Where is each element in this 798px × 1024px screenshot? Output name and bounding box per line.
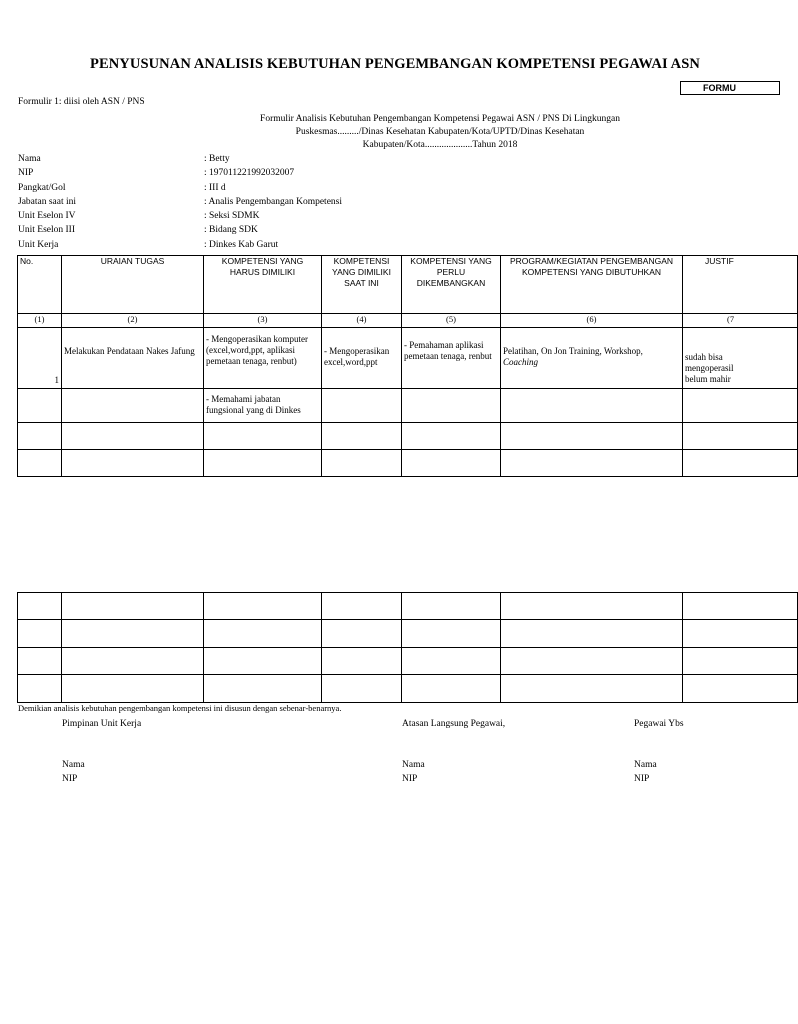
subtitle-line-2: Puskesmas........./Dinas Kesehatan Kabupaten/Kota/UPTD/Dinas Kesehatan — [295, 127, 585, 137]
signer-nip-pegawai: NIP — [634, 774, 650, 784]
empty-cell — [62, 593, 204, 620]
info-value: : 197011221992032007 — [204, 168, 295, 179]
info-label: Unit Kerja — [18, 239, 59, 250]
signer-role-pegawai: Pegawai Ybs — [634, 719, 684, 729]
empty-cell — [18, 389, 62, 423]
info-value: : Betty — [204, 154, 230, 164]
subtitle-line-3: Kabupaten/Kota....................Tahun 2018 — [362, 140, 518, 150]
signer-nip-pimpinan: NIP — [62, 774, 78, 784]
empty-cell — [62, 675, 204, 703]
empty-cell — [62, 620, 204, 648]
form-code-box: FORMU — [680, 81, 780, 95]
empty-cell — [322, 593, 402, 620]
empty-cell — [322, 389, 402, 423]
empty-cell — [204, 648, 322, 675]
empty-cell — [683, 620, 798, 648]
table-header-row — [18, 256, 798, 314]
header-kompetensi-perlu: KOMPETENSI YANG PERLU DIKEMBANGKAN — [402, 256, 501, 314]
info-label: Unit Eselon IV — [18, 211, 76, 222]
col-number: (7 — [683, 314, 798, 328]
empty-cell — [62, 389, 204, 423]
empty-cell — [683, 675, 798, 703]
cell-kompetensi-perlu: - Pemahaman aplikasi pemetaan tenaga, renbut — [402, 328, 501, 389]
header-kompetensi-dimiliki: KOMPETENSI YANG DIMILIKI SAAT INI — [322, 256, 402, 314]
signer-nip-atasan: NIP — [402, 774, 418, 784]
header-uraian-tugas: URAIAN TUGAS — [62, 256, 204, 314]
empty-cell — [204, 423, 322, 450]
empty-cell — [62, 450, 204, 477]
cell-kompetensi-harus: - Mengoperasikan komputer (excel,word,ppt, aplikasi pemetaan tenaga, renbut) — [204, 328, 322, 389]
info-value: : Bidang SDK — [204, 225, 258, 236]
empty-cell — [402, 648, 501, 675]
signer-nama-pimpinan: Nama — [62, 760, 85, 770]
empty-cell — [501, 450, 683, 477]
empty-cell — [322, 450, 402, 477]
info-value: : III d — [204, 182, 226, 193]
empty-cell — [62, 648, 204, 675]
justifikasi-text: sudah bisa mengoperasil belum mahir — [685, 352, 734, 384]
blank-table — [17, 592, 798, 703]
program-text: Pelatihan, On Jon Training, Workshop, — [503, 346, 643, 356]
col-number: (5) — [402, 314, 501, 328]
signer-role-atasan: Atasan Langsung Pegawai, — [402, 719, 506, 729]
closing-statement: Demikian analisis kebutuhan pengembangan kompetensi ini disusun dengan sebenar-benarnya. — [18, 703, 342, 713]
empty-cell — [501, 648, 683, 675]
empty-cell — [204, 593, 322, 620]
info-value: : Dinkes Kab Garut — [204, 239, 279, 250]
col-number: (2) — [62, 314, 204, 328]
table-row — [18, 593, 798, 620]
info-label: Pangkat/Gol — [18, 182, 66, 193]
empty-cell — [683, 389, 798, 423]
col-number: (3) — [204, 314, 322, 328]
empty-cell — [402, 423, 501, 450]
empty-cell — [322, 620, 402, 648]
col-number: (1) — [18, 314, 62, 328]
empty-cell — [402, 620, 501, 648]
empty-cell — [322, 675, 402, 703]
empty-cell — [18, 648, 62, 675]
empty-cell — [683, 450, 798, 477]
empty-cell — [683, 648, 798, 675]
empty-cell — [501, 675, 683, 703]
empty-cell — [322, 648, 402, 675]
signer-nama-pegawai: Nama — [634, 760, 657, 770]
empty-cell — [683, 423, 798, 450]
competency-table — [17, 255, 798, 477]
empty-cell — [18, 593, 62, 620]
empty-cell — [402, 389, 501, 423]
empty-cell — [204, 450, 322, 477]
cell-kompetensi-harus: - Memahami jabatan fungsional yang di Dinkes — [204, 389, 322, 423]
info-value: : Analis Pengembangan Kompetensi — [204, 196, 342, 207]
table-row — [18, 450, 798, 477]
empty-cell — [18, 423, 62, 450]
col-number: (6) — [501, 314, 683, 328]
table-row — [18, 389, 798, 423]
empty-cell — [204, 620, 322, 648]
table-row — [18, 328, 798, 389]
header-program: PROGRAM/KEGIATAN PENGEMBANGAN KOMPETENSI YANG DIBUTUHKAN — [501, 256, 683, 314]
table-row — [18, 648, 798, 675]
cell-kompetensi-dimiliki: - Mengoperasikan excel,word,ppt — [322, 328, 402, 389]
row-number: 1 — [18, 328, 62, 389]
empty-cell — [18, 620, 62, 648]
info-label: NIP — [18, 168, 34, 179]
signer-role-pimpinan: Pimpinan Unit Kerja — [62, 719, 142, 729]
cell-program — [501, 328, 683, 389]
empty-cell — [322, 423, 402, 450]
header-kompetensi-harus: KOMPETENSI YANG HARUS DIMILIKI — [204, 256, 322, 314]
empty-cell — [18, 675, 62, 703]
subtitle-line-1: Formulir Analisis Kebutuhan Pengembangan Kompetensi Pegawai ASN / PNS Di Lingkungan — [260, 114, 620, 124]
empty-cell — [402, 593, 501, 620]
empty-cell — [501, 593, 683, 620]
table-row — [18, 620, 798, 648]
empty-cell — [402, 675, 501, 703]
empty-cell — [501, 389, 683, 423]
program-italic-text: Coaching — [503, 357, 538, 367]
info-value: : Seksi SDMK — [204, 211, 260, 222]
col-number: (4) — [322, 314, 402, 328]
empty-cell — [18, 450, 62, 477]
empty-cell — [204, 675, 322, 703]
column-number-row — [18, 314, 798, 328]
empty-cell — [402, 450, 501, 477]
info-label: Unit Eselon III — [18, 225, 75, 236]
table-row — [18, 423, 798, 450]
empty-cell — [501, 620, 683, 648]
cell-uraian: Melakukan Pendataan Nakes Jafung — [62, 328, 204, 389]
empty-cell — [683, 593, 798, 620]
header-no: No. — [18, 256, 62, 314]
header-justifikasi: JUSTIF — [683, 256, 798, 314]
formulir-note: Formulir 1: diisi oleh ASN / PNS — [18, 97, 145, 107]
info-label: Jabatan saat ini — [18, 196, 77, 207]
signer-nama-atasan: Nama — [402, 760, 425, 770]
document-title: PENYUSUNAN ANALISIS KEBUTUHAN PENGEMBANGAN KOMPETENSI PEGAWAI ASN — [90, 56, 700, 72]
table-row — [18, 675, 798, 703]
empty-cell — [62, 423, 204, 450]
empty-cell — [501, 423, 683, 450]
cell-justifikasi — [683, 328, 798, 389]
info-label: Nama — [18, 154, 41, 164]
